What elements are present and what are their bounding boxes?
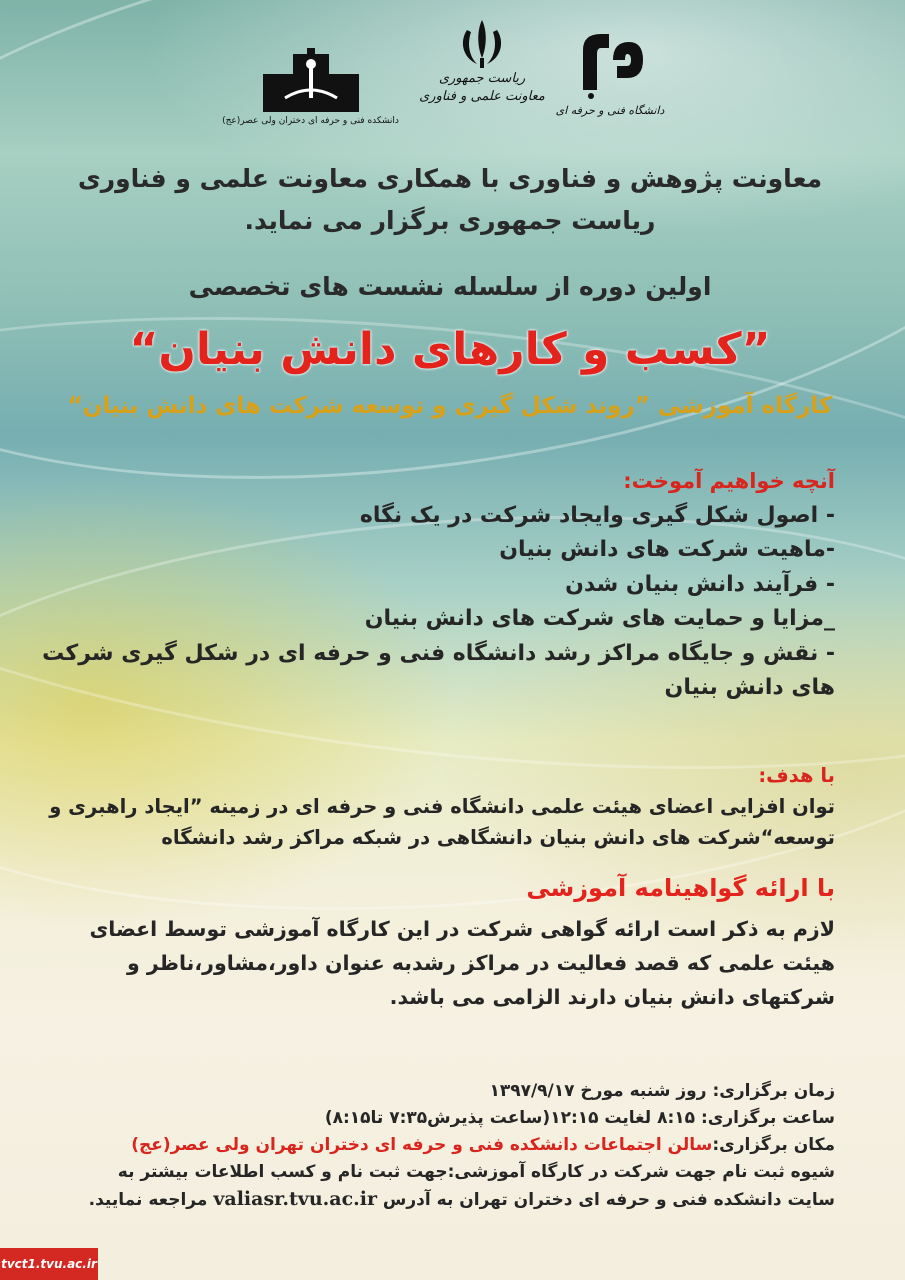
iran-emblem-icon — [457, 18, 507, 70]
presidency-logo — [412, 18, 552, 106]
organizer-line-2: ریاست جمهوری برگزار می نماید. — [244, 206, 656, 235]
presidency-caption-2: معاونت علمی و فناوری — [419, 89, 545, 104]
certificate-note — [65, 912, 835, 1014]
university-logo-caption: دانشگاه فنی و حرفه ای — [555, 104, 665, 117]
registration-text: سایت دانشکده فنی و حرفه ای دختران تهران به آدرس — [382, 1190, 835, 1210]
goal-line: توان افزایی اعضای هیئت علمی دانشگاه فنی و حرفه ای در زمینه ”ایجاد راهبری و — [49, 795, 835, 818]
site-badge[interactable]: tvct1.tvu.ac.ir — [0, 1248, 98, 1280]
goal-section — [49, 760, 835, 853]
learn-item: - اصول شکل گیری وایجاد شرکت در یک نگاه — [359, 502, 835, 528]
note-line: هیئت علمی که قصد فعالیت در مراکز رشدبه عنوان داور،مشاور،ناظر و — [127, 951, 835, 975]
goal-heading: با هدف: — [758, 764, 835, 787]
registration-text-end: مراجعه نمایید. — [88, 1190, 208, 1210]
certificate-heading: با ارائه گواهینامه آموزشی — [526, 874, 835, 902]
learn-item: های دانش بنیان — [664, 675, 835, 700]
registration-url-link[interactable]: valiasr.tvu.ac.ir — [213, 1188, 377, 1210]
registration-line-1: شیوه ثبت نام جهت شرکت در کارگاه آموزشی:جهت ثبت نام و کسب اطلاعات بیشتر به — [117, 1162, 835, 1182]
presidency-caption-1: ریاست جمهوری — [438, 71, 526, 86]
organizer-line-1: معاونت پژوهش و فناوری با همکاری معاونت علمی و فناوری — [77, 164, 823, 193]
page-title: ”کسب و کارهای دانش بنیان“ — [129, 324, 771, 375]
learn-item: - فرآیند دانش بنیان شدن — [565, 571, 835, 597]
event-date: زمان برگزاری: روز شنبه مورخ ۱۳۹۷/۹/۱۷ — [489, 1081, 835, 1101]
faculty-logo-caption: دانشکده فنی و حرفه ای دختران ولی عصر(عج) — [222, 116, 399, 126]
faculty-logo — [222, 48, 399, 126]
learn-item: _مزایا و حمایت های شرکت های دانش بنیان — [364, 606, 835, 631]
workshop-subtitle: کارگاه آموزشی ”روند شکل گیری و توسعه شرکت های دانش بنیان“ — [67, 393, 833, 419]
learn-heading: آنچه خواهیم آموخت: — [623, 469, 835, 493]
note-line: لازم به ذکر است ارائه گواهی شرکت در این کارگاه آموزشی توسط اعضای — [89, 917, 835, 941]
university-logo — [555, 30, 665, 117]
learn-section — [42, 464, 835, 706]
organizer-statement — [65, 158, 835, 242]
note-line: شرکتهای دانش بنیان دارند الزامی می باشد. — [389, 985, 835, 1009]
university-emblem-icon — [573, 30, 647, 100]
series-heading: اولین دوره از سلسله نشست های تخصصی — [188, 272, 712, 301]
learn-item: - نقش و جایگاه مراکز رشد دانشگاه فنی و حرفه ای در شکل گیری شرکت — [42, 640, 835, 666]
learn-item: -ماهیت شرکت های دانش بنیان — [499, 537, 835, 562]
event-time: ساعت برگزاری: ۸:۱۵ لغایت ۱۲:۱۵(ساعت پذیرش۷:۳۵ تا۸:۱۵) — [324, 1108, 835, 1128]
registration-line-2 — [65, 1186, 835, 1214]
event-place-value: سالن اجتماعات دانشکده فنی و حرفه ای دختران تهران ولی عصر(عج) — [131, 1135, 713, 1155]
event-place — [65, 1132, 835, 1159]
faculty-emblem-icon — [263, 48, 359, 112]
event-place-label: مکان برگزاری: — [712, 1135, 835, 1155]
logo-bar — [0, 18, 905, 148]
goal-line: توسعه“شرکت های دانش بنیان دانشگاهی در شبکه مراکز رشد دانشگاه — [161, 826, 835, 849]
event-details — [65, 1078, 835, 1214]
